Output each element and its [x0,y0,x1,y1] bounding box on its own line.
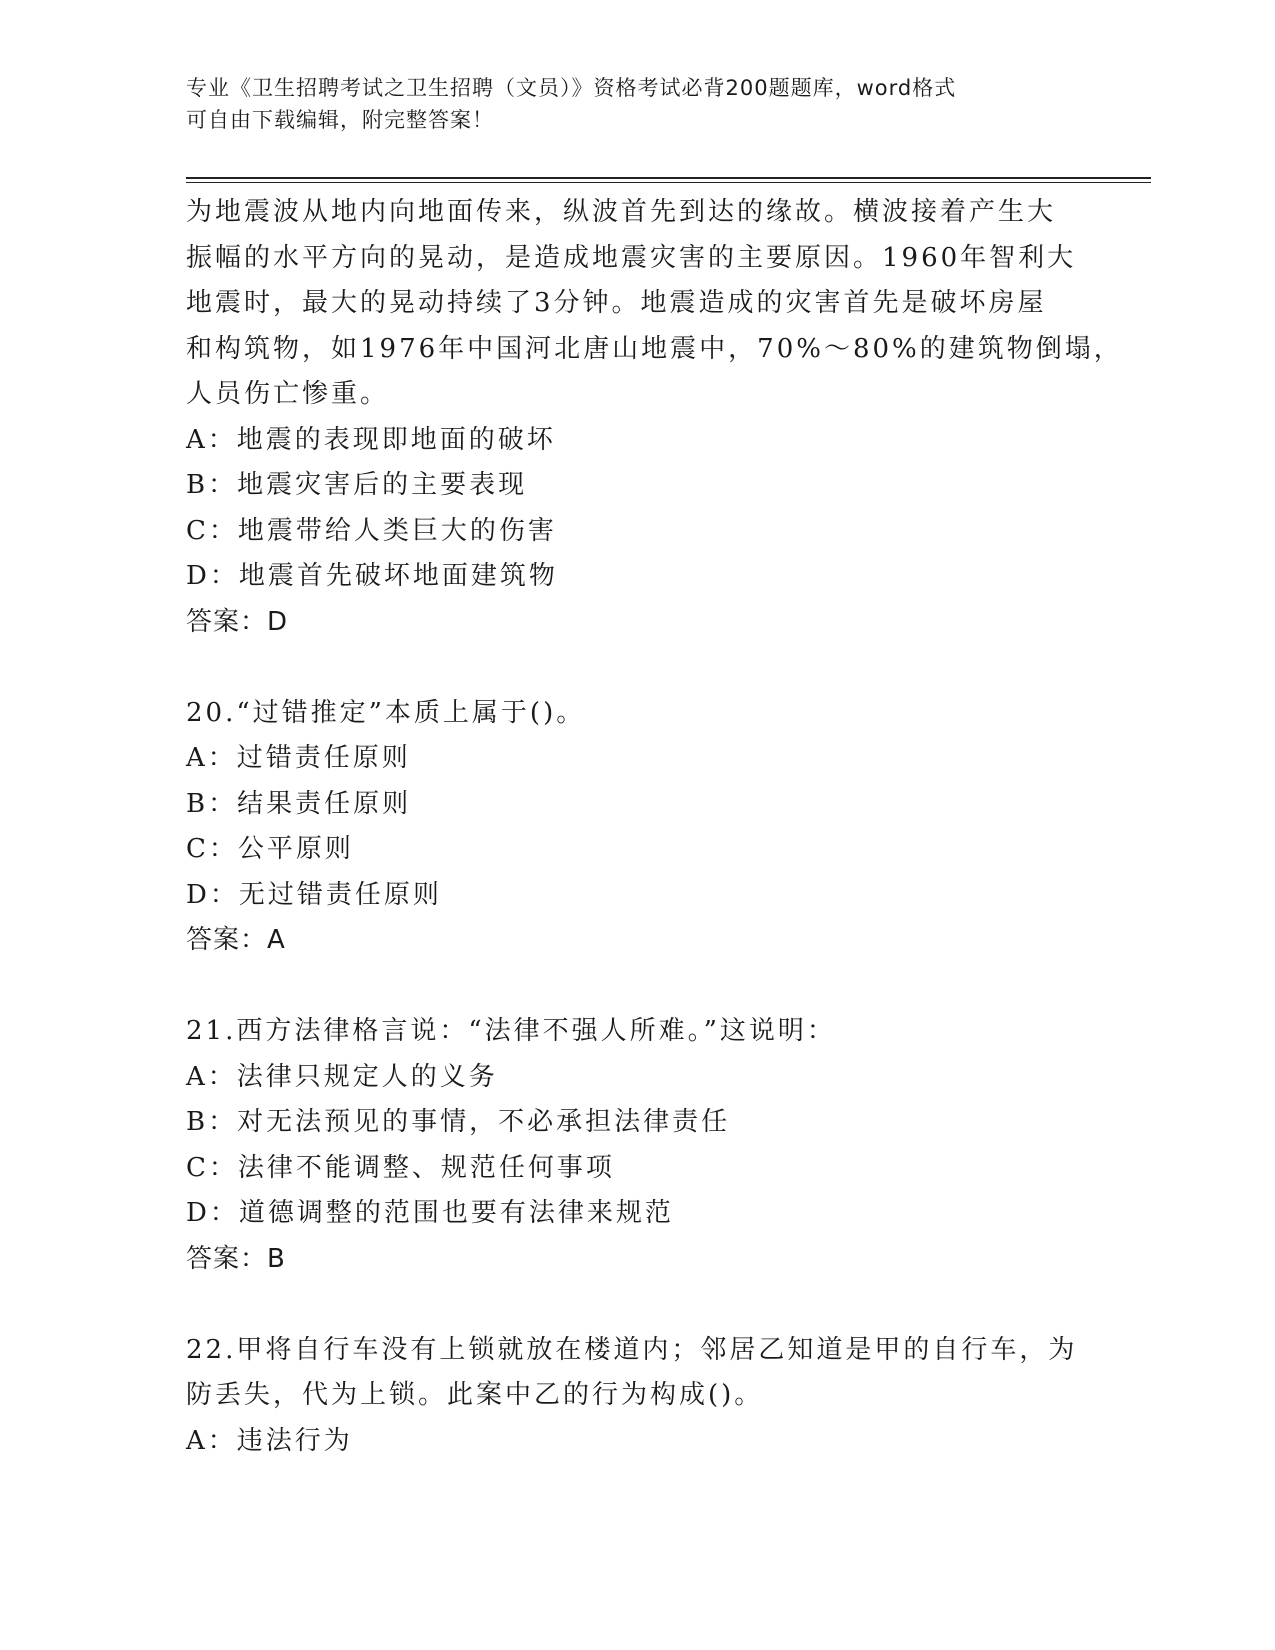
question-text-line: 22.甲将自行车没有上锁就放在楼道内；邻居乙知道是甲的自行车，为 [186,1334,1078,1365]
question-text-line: 21.西方法律格言说：“法律不强人所难。”这说明： [186,1016,836,1046]
question-text-line: 振幅的水平方向的晃动，是造成地震灾害的主要原因。1960年智利大 [186,242,1077,273]
question-text-line: 防丢失，代为上锁。此案中乙的行为构成()。 [186,1380,764,1410]
option-a: A：地震的表现即地面的破坏 [186,424,556,455]
question-text-line: 地震时，最大的晃动持续了3分钟。地震造成的灾害首先是破坏房屋 [186,288,1047,318]
option-d: D：地震首先破坏地面建筑物 [186,561,558,591]
question-text-line: 20.“过错推定”本质上属于()。 [186,697,586,728]
question-22 [186,1328,1086,1465]
document-header [186,72,1086,136]
question-spacer [186,1282,1086,1328]
answer-label: 答案：B [186,1243,286,1274]
answer-label: 答案：A [186,925,286,955]
header-line-2: 可自由下载编辑，附完整答案！ [186,108,494,132]
option-d: D：道德调整的范围也要有法律来规范 [186,1198,674,1228]
option-a: A：法律只规定人的义务 [186,1061,498,1092]
question-text-line: 人员伤亡惨重。 [186,379,390,409]
document-body [186,190,1123,1464]
option-c: C：法律不能调整、规范任何事项 [186,1152,615,1183]
option-b: B：结果责任原则 [186,788,412,819]
option-c: C：公平原则 [186,834,354,864]
question-spacer [186,645,1086,691]
header-rule-thick [186,177,1151,179]
question-text-line: 为地震波从地内向地面传来，纵波首先到达的缘故。横波接着产生大 [186,197,1057,227]
answer-label: 答案：D [186,606,289,637]
question-text-line: 和构筑物，如1976年中国河北唐山地震中，70%～80%的建筑物倒塌， [186,333,1123,364]
question-20 [186,691,1086,964]
option-a: A：过错责任原则 [186,743,411,773]
option-d: D：无过错责任原则 [186,879,442,910]
question-19-continuation [186,190,1123,645]
header-line-1: 专业《卫生招聘考试之卫生招聘（文员）》资格考试必背200题题库，word格式 [186,76,957,100]
header-rule-thin [186,182,1151,183]
question-spacer [186,964,1086,1010]
option-a: A：违法行为 [186,1425,353,1456]
option-c: C：地震带给人类巨大的伤害 [186,515,557,546]
question-21 [186,1009,1086,1282]
option-b: B：地震灾害后的主要表现 [186,470,528,500]
option-b: B：对无法预见的事情，不必承担法律责任 [186,1107,731,1137]
